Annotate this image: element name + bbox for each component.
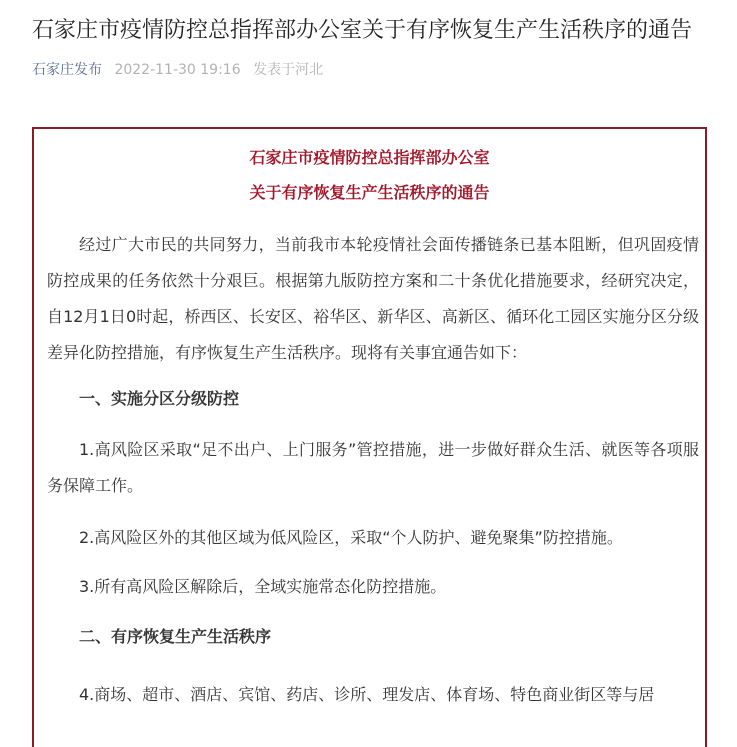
article-title: 石家庄市疫情防控总指挥部办公室关于有序恢复生产生活秩序的通告 [32, 18, 693, 43]
list-item-3: 3.所有高风险区解除后，全域实施常态化防控措施。 [79, 577, 447, 596]
notice-heading-issuer: 石家庄市疫情防控总指挥部办公室 [249, 148, 490, 167]
section-heading-2: 二、有序恢复生产生活秩序 [79, 627, 272, 646]
notice-heading-title: 关于有序恢复生产生活秩序的通告 [249, 183, 490, 202]
intro-paragraph: 经过广大市民的共同努力，当前我市本轮疫情社会面传播链条已基本阻断，但巩固疫情防控成果的任务依然十分艰巨。根据第九版防控方案和二十条优化措施要求，经研究决定，自12月1日0时起，桥西区、长安区、裕华区、新华区、高新区、循环化工园区实施分区分级差异化防控措施，有序恢复生产生活秩序。现将有关事宜通告如下： [47, 235, 699, 362]
source-account-link[interactable]: 石家庄发布 [32, 62, 102, 78]
publish-time: 2022-11-30 19:16 [114, 62, 241, 78]
section-heading-1: 一、实施分区分级防控 [79, 389, 240, 408]
list-item-1: 1.高风险区采取“足不出户、上门服务”管控措施，进一步做好群众生活、就医等各项服务保障工作。 [47, 440, 699, 495]
list-item-2: 2.高风险区外的其他区域为低风险区，采取“个人防护、避免聚集”防控措施。 [79, 528, 623, 547]
article-meta [32, 60, 323, 80]
notice-box [32, 127, 707, 747]
publish-location: 发表于河北 [253, 62, 324, 78]
list-item-4: 4.商场、超市、酒店、宾馆、药店、诊所、理发店、体育场、特色商业街区等与居 [79, 685, 655, 704]
